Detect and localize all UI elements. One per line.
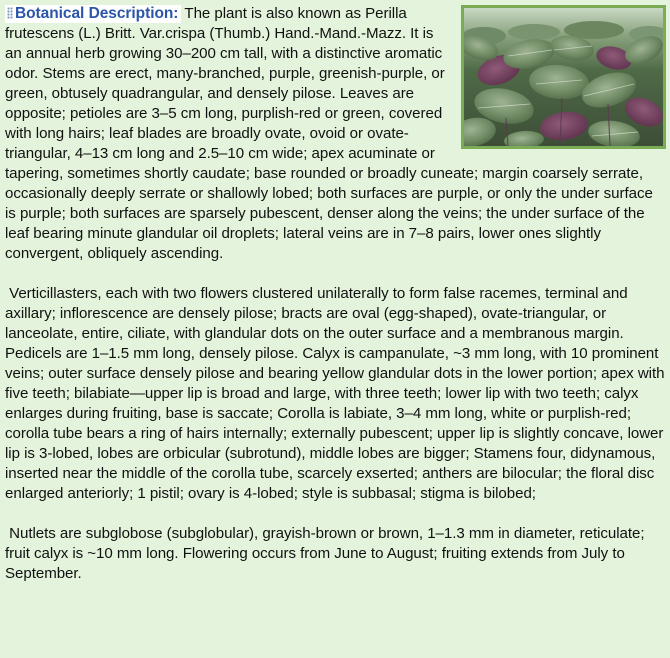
paragraph-2 <box>5 284 666 504</box>
grip-icon <box>7 7 13 19</box>
paragraph-1-text: The plant is also known as Perilla frutescens (L.) Britt. Var.crispa (Thumb.) Hand.-Mand.-Mazz. It is an annual herb growing 30–200 cm tall, with a distinctive aromatic odor. Stems are erect, many-branched, purple, greenish-purple, or green, obtusely quadrangular, and densely pilose. Leaves are opposite; petioles are 3–5 cm long, purplish-red or green, covered with long hairs; leaf blades are broadly ovate, ovoid or ovate-triangular, 4–13 cm long and 2.5–10 cm wide; apex acuminate or tapering, sometimes shortly caudate; base rounded or broadly cuneate; margin coarsely serrate, occasionally deeply serrate or shallowly lobed; both surfaces are purple, or only the under surface is purple; both surfaces are sparsely pubescent, denser along the veins; the under surface of the leaf bearing minute glandular oil droplets; lateral veins are in 7–8 pairs, lower ones slightly convergent, obliquely ascending. <box>5 5 653 262</box>
perilla-field-image <box>464 8 663 146</box>
description-text <box>5 4 666 584</box>
paragraph-2-text: Verticillasters, each with two flowers clustered unilaterally to form false racemes, terminal and axillary; inflorescence are densely pilose; bracts are oval (egg-shaped), ovate-triangular, or lanceolate, entire, ciliate, with glandular dots on the outer surface and a membranous margin. Pedicels are 1–1.5 mm long, densely pilose. Calyx is campanulate, ~3 mm long, with 10 prominent veins; outer surface densely pilose and bearing yellow glandular dots in the lower portion; apex with five teeth; bilabiate—upper lip is broad and large, with three teeth; lower lip with two teeth; calyx enlarges during fruiting, base is saccate; Corolla is labiate, 3–4 mm long, white or purplish-red; corolla tube bears a ring of hairs internally; externally pubescent; upper lip is slightly concave, lower lip is 3-lobed, lobes are orbicular (subrotund), middle lobes are bigger; Stamens four, didynamous, inserted near the middle of the corolla tube, scarcely exserted; anthers are bilocular; the floral disc enlarged anteriorly; 1 pistil; ovary is 4-lobed; style is subbasal; stigma is bilobed; <box>5 285 665 502</box>
section-heading: Botanical Description: <box>15 5 179 22</box>
perilla-plant-photo <box>461 5 666 149</box>
paragraph-3 <box>5 524 666 584</box>
section-heading-label <box>5 5 181 23</box>
paragraph-3-text: Nutlets are subglobose (subglobular), grayish-brown or brown, 1–1.3 mm in diameter, reticulate; fruit calyx is ~10 mm long. Flowering occurs from June to August; fruiting extends from July to September. <box>5 525 645 582</box>
